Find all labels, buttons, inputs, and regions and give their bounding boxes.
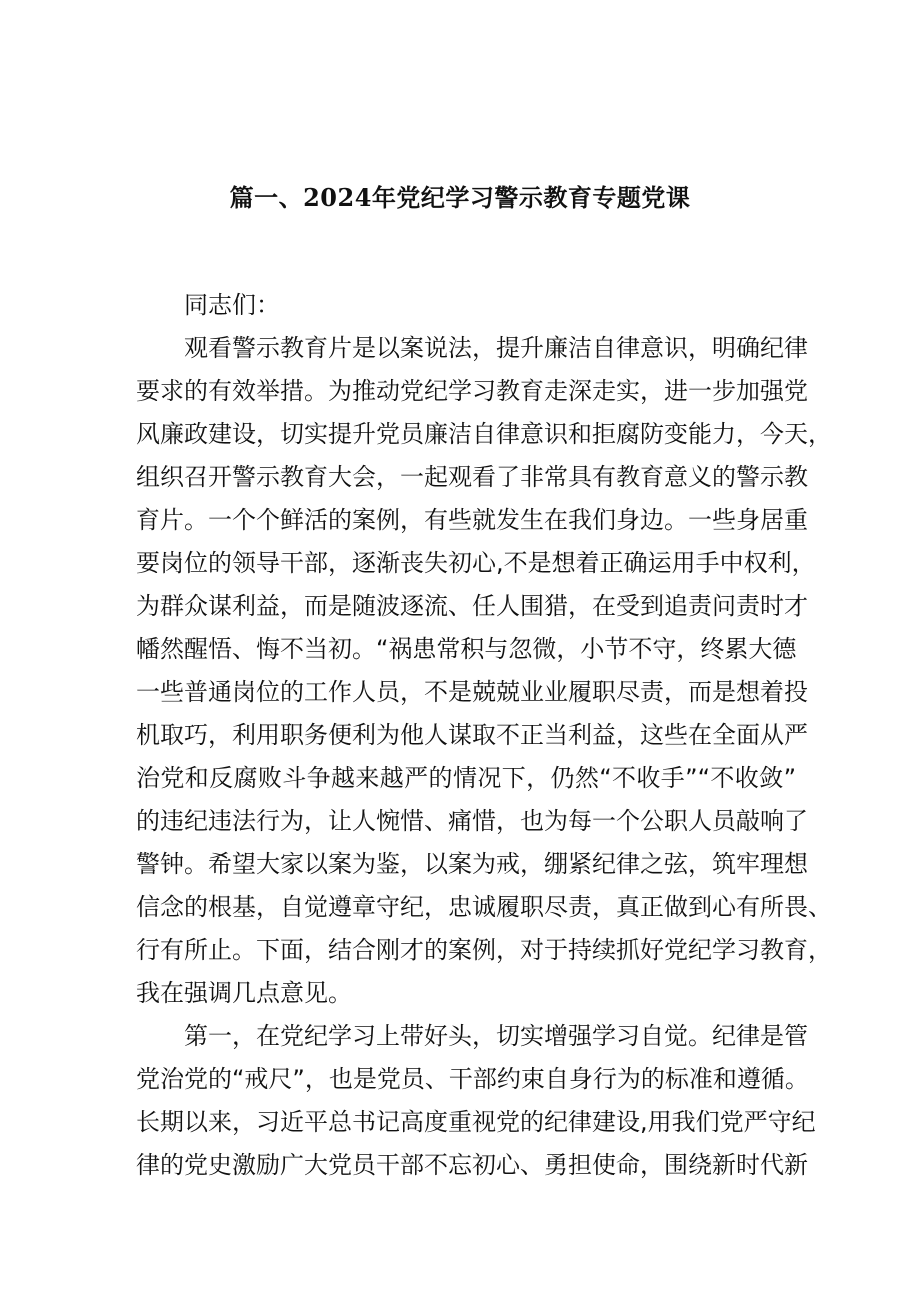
paragraph-line: 要岗位的领导干部，逐渐丧失初心,不是想着正确运用手中权利， [136, 549, 816, 577]
paragraph-line: 的违纪违法行为，让人惋惜、痛惜，也为每一个公职人员敲响了 [136, 807, 808, 835]
paragraph-line: 一些普通岗位的工作人员，不是兢兢业业履职尽责，而是想着投 [136, 678, 808, 706]
paragraph-line: 组织召开警示教育大会，一起观看了非常具有教育意义的警示教 [136, 463, 808, 491]
paragraph-line: 治党和反腐败斗争越来越严的情况下，仍然“不收手”“不收敛” [136, 764, 796, 792]
paragraph-line: 要求的有效举措。为推动党纪学习教育走深走实，进一步加强党 [136, 377, 808, 405]
paragraph-line: 育片。一个个鲜活的案例，有些就发生在我们身边。一些身居重 [136, 506, 808, 534]
paragraph-line: 第一，在党纪学习上带好头，切实增强学习自觉。纪律是管 [184, 1022, 808, 1050]
paragraph-line: 机取巧，利用职务便利为他人谋取不正当利益，这些在全面从严 [136, 721, 808, 749]
paragraph-line: 为群众谋利益，而是随波逐流、任人围猎，在受到追责问责时才 [136, 592, 808, 620]
document-body [136, 284, 832, 1187]
document-title: 篇一、2024年党纪学习警示教育专题党课 [229, 183, 691, 212]
paragraph-line: 幡然醒悟、悔不当初。“祸患常积与忽微，小节不守，终累大德 [136, 635, 797, 663]
paragraph-line: 风廉政建设，切实提升党员廉洁自律意识和拒腐防变能力，今天， [136, 420, 832, 448]
paragraph-line: 长期以来，习近平总书记高度重视党的纪律建设,用我们党严守纪 [136, 1108, 816, 1136]
paragraph-line: 律的党史激励广大党员干部不忘初心、勇担使命，围绕新时代新 [136, 1151, 808, 1179]
paragraph-line: 信念的根基，自觉遵章守纪，忠诚履职尽责，真正做到心有所畏、 [136, 893, 832, 921]
paragraph-line: 我在强调几点意见。 [136, 979, 352, 1007]
paragraph-line: 警钟。希望大家以案为鉴，以案为戒，绷紧纪律之弦，筑牢理想 [136, 850, 808, 878]
paragraph-line: 行有所止。下面，结合刚才的案例，对于持续抓好党纪学习教育， [136, 936, 832, 964]
salutation: 同志们： [184, 291, 280, 319]
paragraph-line: 观看警示教育片是以案说法，提升廉洁自律意识，明确纪律 [184, 334, 808, 362]
paragraph-line: 党治党的“戒尺”，也是党员、干部约束自身行为的标准和遵循。 [136, 1065, 809, 1093]
